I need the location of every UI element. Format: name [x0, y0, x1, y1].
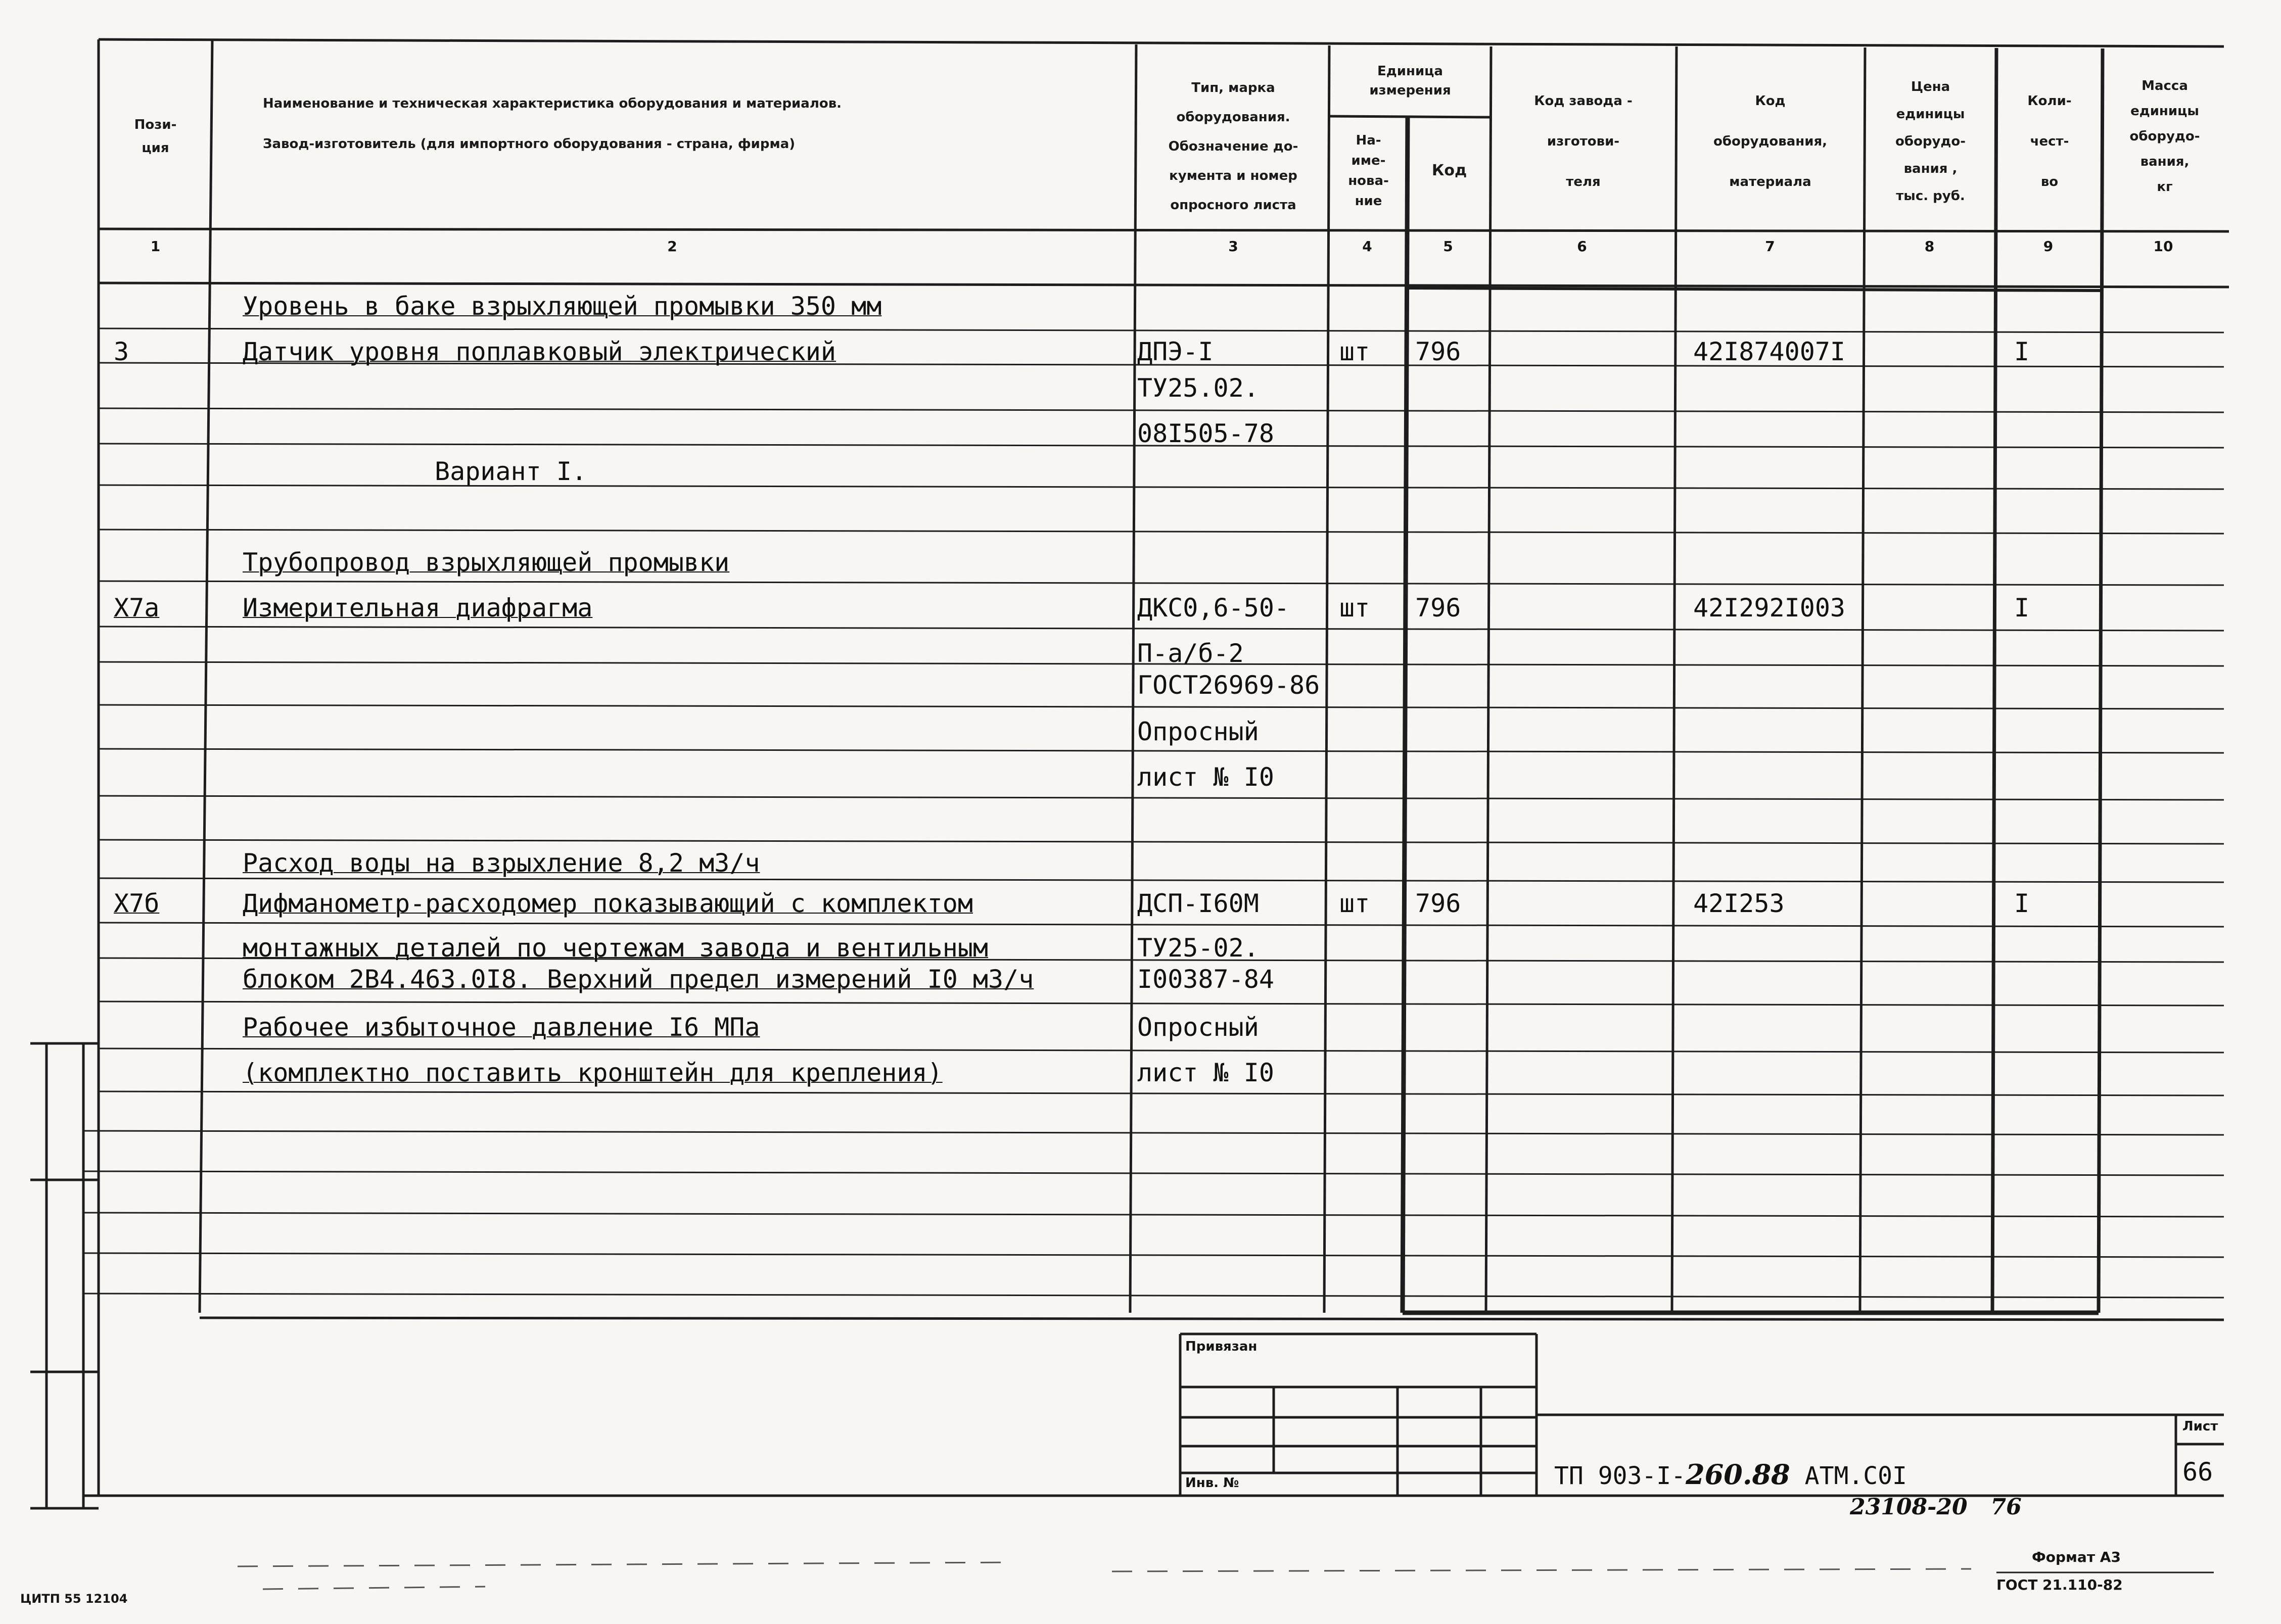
designation-hand: 260.88 — [1686, 1458, 1790, 1491]
cell-code: 796 — [1415, 337, 1461, 366]
cell-qty: I — [2014, 593, 2030, 623]
cell-type: Опросный — [1137, 1013, 1259, 1042]
stamp-inv-no: Инв. № — [1185, 1475, 1239, 1491]
designation-prefix: ТП 903-I- — [1554, 1462, 1686, 1490]
cell-name: Уровень в баке взрыхляющей промывки 350 мм — [243, 292, 882, 321]
row-rule — [99, 485, 2224, 489]
cell-qty: I — [2014, 889, 2030, 918]
row-rule — [83, 1253, 2224, 1257]
row-rule — [99, 749, 2224, 753]
cell-pos: Х7а — [114, 593, 160, 623]
cell-type: ТУ25.02. — [1137, 373, 1259, 403]
row-rule — [99, 923, 2224, 927]
header-name — [263, 83, 1122, 164]
cell-unit: шт — [1339, 337, 1370, 366]
cell-name: Дифманометр-расходомер показывающий с комплектом — [243, 889, 973, 918]
cell-pos: 3 — [114, 337, 129, 366]
header-name-line2: Завод-изготовитель (для импортного оборудования - страна, фирма) — [263, 136, 796, 152]
header-type: Тип, марка оборудования. Обозначение до- кумента и номер опросного листа — [1168, 80, 1298, 213]
row-rule — [83, 1171, 2224, 1175]
header-mass: Масса единицы оборудо- вания, кг — [2129, 78, 2200, 195]
row-rule — [99, 796, 2224, 800]
colnum-9: 9 — [2043, 238, 2054, 255]
stamp-sheet-number: 66 — [2182, 1457, 2213, 1487]
cell-name: Измерительная диафрагма — [243, 593, 593, 623]
cell-type: ДКС0,6-50- — [1137, 593, 1290, 623]
header-equipment-code: Код оборудования, материала — [1713, 93, 1828, 189]
cell-type: ДСП-I60М — [1137, 889, 1259, 918]
cell-unit: шт — [1339, 593, 1370, 623]
header-price: Цена единицы оборудо- вания , тыс. руб. — [1895, 79, 1966, 204]
row-rule — [99, 1001, 2224, 1006]
header-unit-name: На- име- нова- ние — [1348, 132, 1389, 209]
footer-gost: ГОСТ 21.110-82 — [1996, 1577, 2123, 1593]
row-rule — [83, 1131, 2224, 1135]
cell-type: Опросный — [1137, 717, 1259, 746]
row-rule — [99, 1048, 2224, 1053]
cell-name: Вариант I. — [435, 457, 587, 486]
cell-name: Трубопровод взрыхляющей промывки — [243, 548, 730, 577]
footer-bottom-left: ЦИТП 55 12104 — [20, 1592, 128, 1606]
row-rule — [83, 1213, 2224, 1217]
footer-format: Формат А3 — [2032, 1549, 2121, 1565]
cell-unit: шт — [1339, 889, 1370, 918]
cell-type: ДПЭ-I — [1137, 337, 1214, 366]
colnum-6: 6 — [1577, 238, 1587, 255]
stamp-designation — [1554, 1460, 1907, 1489]
header-quantity: Коли- чест- во — [2027, 93, 2072, 189]
row-rule — [99, 1091, 2224, 1095]
row-rule — [99, 878, 2224, 882]
row-rule — [83, 1294, 2224, 1298]
cell-name: Датчик уровня поплавковый электрический — [243, 337, 836, 366]
cell-type: 08I505-78 — [1137, 419, 1274, 448]
row-rule — [99, 530, 2224, 534]
cell-equip: 42I253 — [1693, 889, 1785, 918]
row-rule — [99, 581, 2224, 585]
row-rule — [99, 840, 2224, 844]
cell-code: 796 — [1415, 889, 1461, 918]
header-position: Пози- ция — [134, 117, 177, 156]
cell-type: ГОСТ26969-86 — [1137, 671, 1320, 700]
cell-name: Рабочее избыточное давление I6 МПа — [243, 1013, 760, 1042]
cell-type: I00387-84 — [1137, 965, 1274, 994]
cell-equip: 42I292I003 — [1693, 593, 1846, 623]
cell-pos: Х7б — [114, 889, 160, 918]
cell-name: (комплектно поставить кронштейн для крепления) — [243, 1058, 943, 1087]
colnum-5: 5 — [1443, 238, 1453, 255]
colnum-8: 8 — [1924, 238, 1935, 255]
cell-type: ТУ25-02. — [1137, 933, 1259, 963]
row-rule — [99, 627, 2224, 631]
designation-suffix: АТМ.С0I — [1790, 1462, 1907, 1490]
row-rule — [99, 705, 2224, 709]
stamp-privyazan: Привязан — [1185, 1339, 1258, 1354]
cell-name: блоком 2В4.463.0I8. Верхний предел измерений I0 м3/ч — [243, 965, 1034, 994]
colnum-1: 1 — [150, 238, 161, 255]
colnum-4: 4 — [1362, 238, 1372, 255]
stamp-hand-number: 23108-20 76 — [1850, 1494, 2022, 1520]
colnum-3: 3 — [1228, 238, 1238, 255]
cell-code: 796 — [1415, 593, 1461, 623]
cell-qty: I — [2014, 337, 2030, 366]
row-rule — [99, 408, 2224, 412]
row-rule — [99, 328, 2224, 332]
cell-name: Расход воды на взрыхление 8,2 м3/ч — [243, 848, 760, 878]
colnum-10: 10 — [2153, 238, 2173, 255]
stamp-sheet-label: Лист — [2182, 1419, 2218, 1434]
cell-equip: 42I874007I — [1693, 337, 1846, 366]
colnum-7: 7 — [1765, 238, 1775, 255]
cell-type: П-а/б-2 — [1137, 639, 1244, 668]
header-factory-code: Код завода - изготови- теля — [1534, 93, 1633, 189]
header-name-line1: Наименование и техническая характеристика оборудования и материалов. — [263, 96, 842, 111]
cell-name: монтажных деталей по чертежам завода и вентильным — [243, 933, 989, 963]
colnum-2: 2 — [667, 238, 677, 255]
header-unit: Единица измерения — [1369, 64, 1451, 98]
cell-type: лист № I0 — [1137, 762, 1274, 792]
header-unit-code: Код — [1431, 161, 1467, 179]
cell-type: лист № I0 — [1137, 1058, 1274, 1087]
